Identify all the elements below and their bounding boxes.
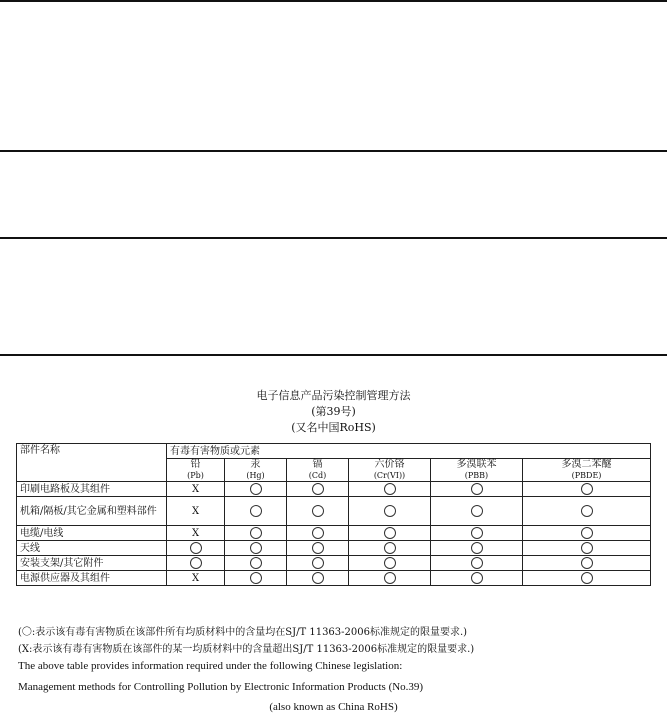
within-limit-cell <box>287 556 349 571</box>
within-limit-cell <box>225 541 287 556</box>
within-limit-circle-icon <box>312 527 324 539</box>
within-limit-cell <box>523 482 651 497</box>
within-limit-circle-icon <box>312 505 324 517</box>
within-limit-cell <box>225 571 287 586</box>
within-limit-circle-icon <box>471 505 483 517</box>
title-line-3: (又名中国RoHS) <box>291 421 376 434</box>
exceeds-limit-mark: X <box>167 526 225 541</box>
part-name-cell: 印刷电路板及其组件 <box>17 482 167 497</box>
element-symbol: (Pb) <box>187 471 204 480</box>
within-limit-circle-icon <box>471 542 483 554</box>
within-limit-cell <box>431 541 523 556</box>
element-header-cell <box>431 459 523 482</box>
within-limit-circle-icon <box>384 557 396 569</box>
element-symbol: (Hg) <box>246 471 265 480</box>
element-name: 汞 <box>250 459 261 470</box>
within-limit-cell <box>287 526 349 541</box>
within-limit-cell <box>523 497 651 526</box>
table-row <box>17 482 651 497</box>
within-limit-circle-icon <box>384 527 396 539</box>
element-symbol: (Cd) <box>308 471 327 480</box>
table-header-row <box>17 444 651 459</box>
within-limit-cell <box>287 482 349 497</box>
element-name: 铅 <box>190 459 201 470</box>
within-limit-cell <box>349 571 431 586</box>
within-limit-circle-icon <box>581 572 593 584</box>
circle-legend-note: (〇:表示该有毒有害物质在该部件所有均质材料中的含量均在SJ/T 11363-2006标准规定的限量要求.) <box>18 627 468 638</box>
part-name-cell: 机箱/隔板/其它金属和塑料部件 <box>17 497 167 526</box>
within-limit-circle-icon <box>250 527 262 539</box>
within-limit-cell <box>287 497 349 526</box>
within-limit-circle-icon <box>581 557 593 569</box>
within-limit-cell <box>523 571 651 586</box>
element-symbol: (Cr(VI)) <box>373 471 406 480</box>
within-limit-circle-icon <box>384 572 396 584</box>
within-limit-cell <box>523 556 651 571</box>
element-header-cell <box>523 459 651 482</box>
within-limit-circle-icon <box>581 483 593 495</box>
divider-rule-2 <box>0 237 667 239</box>
within-limit-cell <box>349 497 431 526</box>
title-line-2: (第39号) <box>311 405 356 418</box>
within-limit-cell <box>349 541 431 556</box>
within-limit-cell <box>287 571 349 586</box>
within-limit-cell <box>523 526 651 541</box>
within-limit-circle-icon <box>312 557 324 569</box>
within-limit-circle-icon <box>190 542 202 554</box>
element-name: 六价铬 <box>374 459 405 470</box>
within-limit-circle-icon <box>312 542 324 554</box>
part-name-cell: 电缆/电线 <box>17 526 167 541</box>
table-row <box>17 571 651 586</box>
part-name-cell: 天线 <box>17 541 167 556</box>
within-limit-circle-icon <box>250 572 262 584</box>
title-line-1: 电子信息产品污染控制管理方法 <box>256 389 411 402</box>
x-legend-note: (X:表示该有毒有害物质在该部件的某一均质材料中的含量超出SJ/T 11363-2006标准规定的限量要求.) <box>18 644 475 655</box>
table-row <box>17 526 651 541</box>
within-limit-cell <box>523 541 651 556</box>
element-header-cell <box>167 459 225 482</box>
within-limit-circle-icon <box>250 505 262 517</box>
element-header-cell <box>349 459 431 482</box>
within-limit-circle-icon <box>471 572 483 584</box>
table-row <box>17 556 651 571</box>
exceeds-limit-mark: X <box>167 482 225 497</box>
within-limit-cell <box>225 526 287 541</box>
within-limit-circle-icon <box>384 505 396 517</box>
within-limit-cell <box>167 541 225 556</box>
within-limit-cell <box>225 497 287 526</box>
divider-rule-3 <box>0 354 667 356</box>
within-limit-circle-icon <box>250 483 262 495</box>
within-limit-circle-icon <box>471 557 483 569</box>
within-limit-circle-icon <box>250 557 262 569</box>
within-limit-cell <box>431 556 523 571</box>
exceeds-limit-mark: X <box>167 571 225 586</box>
english-note-line-3: (also known as China RoHS) <box>269 701 398 713</box>
within-limit-cell <box>431 526 523 541</box>
within-limit-circle-icon <box>190 557 202 569</box>
element-header-cell <box>225 459 287 482</box>
divider-rule-1 <box>0 150 667 152</box>
within-limit-circle-icon <box>384 542 396 554</box>
within-limit-cell <box>431 571 523 586</box>
within-limit-cell <box>349 556 431 571</box>
part-name-cell: 安装支架/其它附件 <box>17 556 167 571</box>
within-limit-cell <box>349 526 431 541</box>
element-symbol: (PBDE) <box>571 471 602 480</box>
within-limit-circle-icon <box>384 483 396 495</box>
within-limit-circle-icon <box>471 483 483 495</box>
within-limit-cell <box>349 482 431 497</box>
within-limit-circle-icon <box>312 572 324 584</box>
within-limit-cell <box>225 482 287 497</box>
hazardous-substance-table <box>16 443 651 586</box>
within-limit-cell <box>287 541 349 556</box>
english-note-line-1: The above table provides information required under the following Chinese legislation: <box>18 660 403 672</box>
within-limit-circle-icon <box>581 505 593 517</box>
table-row <box>17 497 651 526</box>
exceeds-limit-mark: X <box>167 497 225 526</box>
element-header-cell <box>287 459 349 482</box>
within-limit-circle-icon <box>471 527 483 539</box>
within-limit-circle-icon <box>581 527 593 539</box>
within-limit-cell <box>167 556 225 571</box>
element-symbol: (PBB) <box>464 471 489 480</box>
within-limit-cell <box>225 556 287 571</box>
within-limit-circle-icon <box>581 542 593 554</box>
top-rule <box>0 0 667 2</box>
regulation-title <box>0 388 667 436</box>
element-name: 多溴二苯醚 <box>561 459 612 470</box>
within-limit-circle-icon <box>312 483 324 495</box>
element-name: 镉 <box>312 459 323 470</box>
table-row <box>17 541 651 556</box>
element-name: 多溴联苯 <box>456 459 497 470</box>
english-note-line-2: Management methods for Controlling Pollution by Electronic Information Products (No.39) <box>18 681 424 693</box>
substance-group-header: 有毒有害物质或元素 <box>167 444 651 459</box>
within-limit-cell <box>431 497 523 526</box>
within-limit-cell <box>431 482 523 497</box>
part-name-header: 部件名称 <box>17 444 167 482</box>
within-limit-circle-icon <box>250 542 262 554</box>
part-name-cell: 电源供应器及其组件 <box>17 571 167 586</box>
